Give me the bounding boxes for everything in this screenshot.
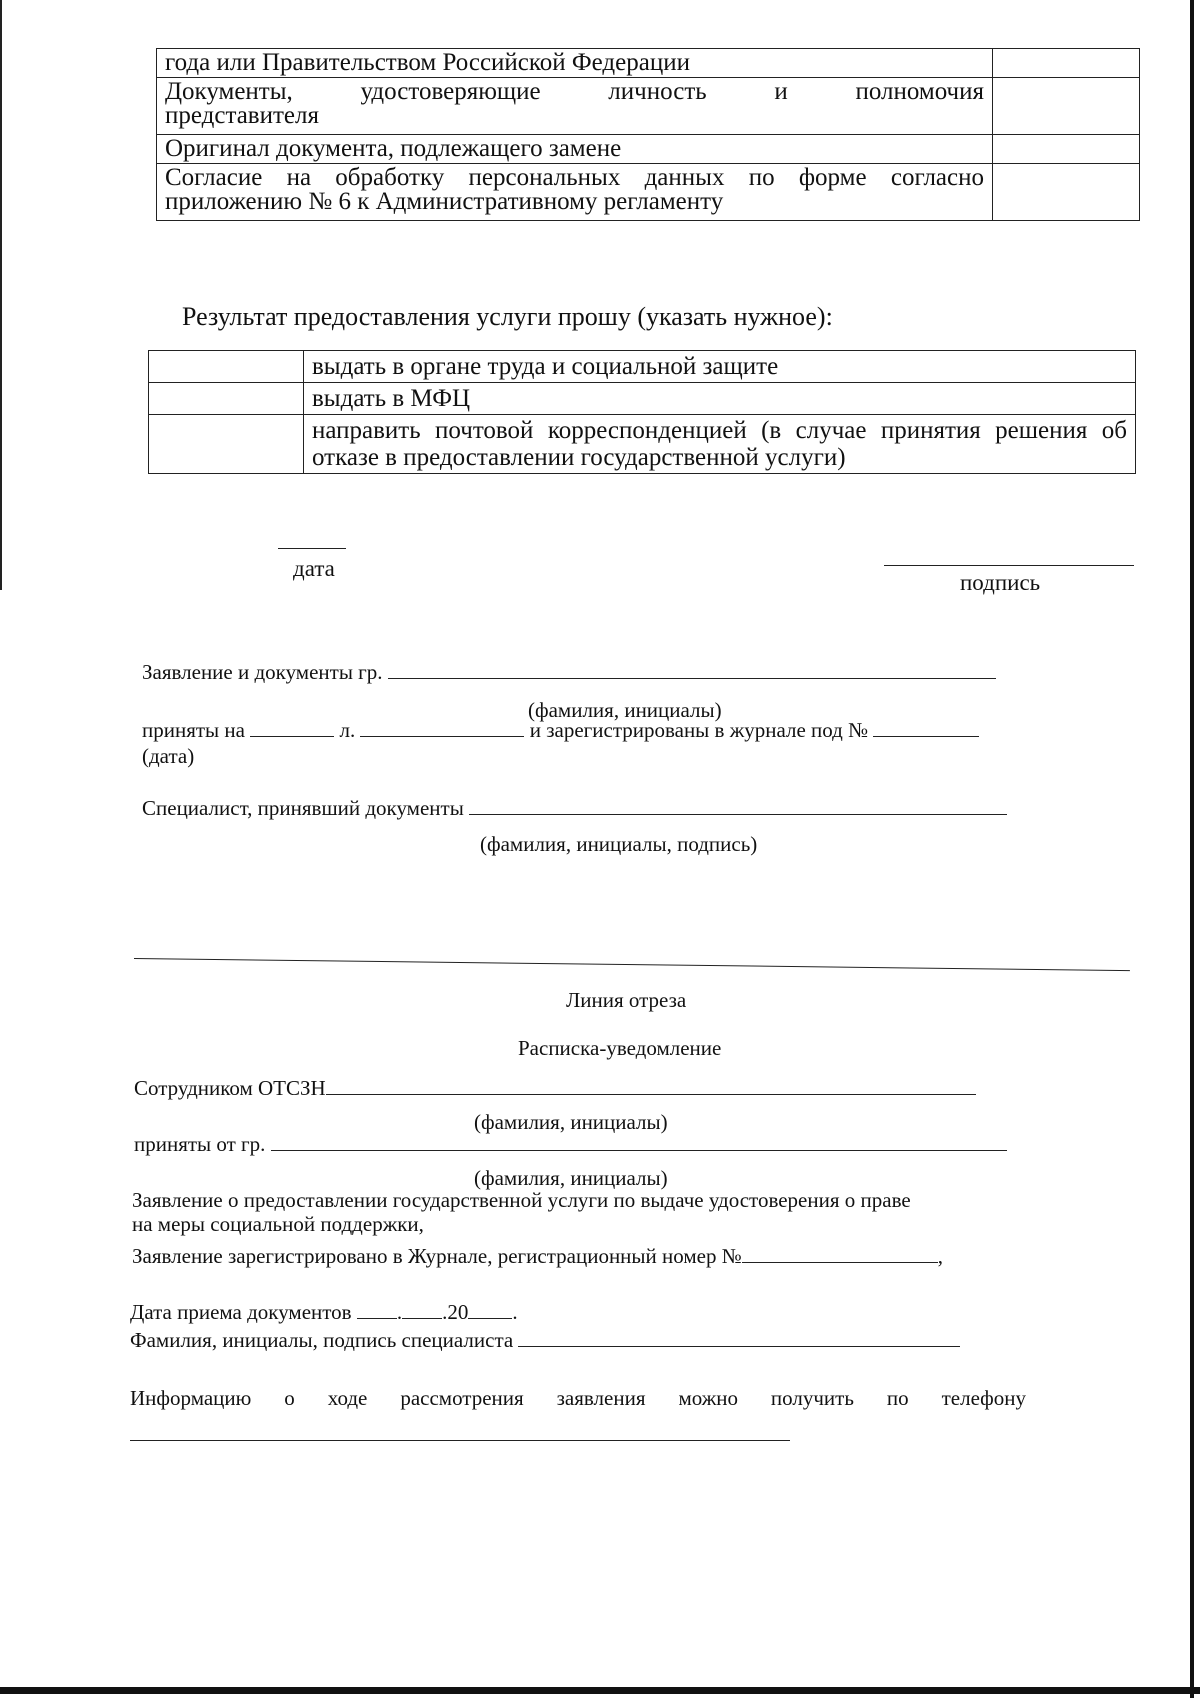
phone-field[interactable] xyxy=(130,1440,790,1441)
cut-line xyxy=(134,958,1130,971)
receipt-year-field[interactable] xyxy=(468,1300,512,1319)
document-name: года или Правительством Российской Федерации xyxy=(165,49,690,76)
journal-number-field[interactable] xyxy=(873,718,979,737)
receipt-date-end: . xyxy=(512,1300,518,1324)
employee-name-field[interactable] xyxy=(326,1076,976,1095)
specialist-caption: (фамилия, инициалы, подпись) xyxy=(480,832,758,856)
document-name: Согласие на обработку персональных данных по форме согласно приложению № 6 к Административному регламенту xyxy=(165,164,984,215)
date-caption: (дата) xyxy=(142,744,195,768)
result-options-table xyxy=(148,350,1136,474)
receipt-specialist-field[interactable] xyxy=(518,1328,960,1347)
receipt-specialist-label: Фамилия, инициалы, подпись специалиста xyxy=(130,1328,514,1352)
acceptance-line1 xyxy=(142,660,996,685)
info-text: Информацию о ходе рассмотрения заявления можно получить по телефону xyxy=(130,1386,1026,1410)
receipt-month-field[interactable] xyxy=(402,1300,442,1319)
receipt-specialist-line xyxy=(130,1328,960,1353)
document-name: Оригинал документа, подлежащего замене xyxy=(165,135,622,162)
receipt-from-line xyxy=(134,1132,1007,1157)
scan-edge-right xyxy=(1190,0,1194,1698)
table-row xyxy=(157,78,1140,135)
table-row xyxy=(149,415,1136,474)
from-caption: (фамилия, инициалы) xyxy=(474,1166,668,1190)
document-check-cell[interactable] xyxy=(993,78,1140,135)
result-option-checkbox[interactable] xyxy=(149,415,304,474)
result-option-checkbox[interactable] xyxy=(149,351,304,383)
cut-line-label: Линия отреза xyxy=(566,988,687,1012)
document-name: Документы, удостоверяющие личность и полномочия представителя xyxy=(165,78,984,129)
acceptance-line2 xyxy=(142,718,979,743)
accepted-on-label: приняты на xyxy=(142,718,245,742)
registration-number-field[interactable] xyxy=(742,1244,938,1263)
accepted-date-field[interactable] xyxy=(250,718,334,737)
receipt-date-sep: . xyxy=(396,1300,403,1324)
receipt-day-field[interactable] xyxy=(357,1300,397,1319)
receipt-title: Расписка-уведомление xyxy=(518,1036,722,1060)
table-row xyxy=(157,135,1140,164)
specialist-line xyxy=(142,796,1007,821)
employee-label: Сотрудником ОТСЗН xyxy=(134,1076,326,1100)
sheets-label: л. xyxy=(339,718,356,742)
scan-edge-bottom xyxy=(0,1687,1200,1694)
statement-line1: Заявление о предоставлении государственной услуги по выдаче удостоверения о праве xyxy=(132,1188,911,1212)
specialist-label: Специалист, принявший документы xyxy=(142,796,464,820)
date-line[interactable] xyxy=(278,548,346,549)
statement-line2: на меры социальной поддержки, xyxy=(132,1212,424,1236)
receipt-employee-line xyxy=(134,1076,976,1101)
table-row xyxy=(157,49,1140,78)
documents-table xyxy=(156,48,1140,221)
result-option-label: выдать в органе труда и социальной защите xyxy=(304,351,1136,383)
citizen-name-field[interactable] xyxy=(388,660,996,679)
document-name-cell xyxy=(157,164,993,221)
signature-label: подпись xyxy=(960,570,1041,595)
table-row xyxy=(149,351,1136,383)
from-label: приняты от гр. xyxy=(134,1132,266,1156)
result-option-checkbox[interactable] xyxy=(149,383,304,415)
document-name-cell xyxy=(157,49,993,78)
table-row xyxy=(157,164,1140,221)
document-name-cell xyxy=(157,78,993,135)
employee-caption: (фамилия, инициалы) xyxy=(474,1110,668,1134)
registered-label: и зарегистрированы в журнале под № xyxy=(529,718,869,742)
acceptance-prefix: Заявление и документы гр. xyxy=(142,660,383,684)
document-name-cell xyxy=(157,135,993,164)
scan-edge-left xyxy=(0,0,2,590)
acceptance-caption: (фамилия, инициалы) xyxy=(528,698,722,722)
receipt-date-label: Дата приема документов xyxy=(130,1300,352,1324)
document-check-cell[interactable] xyxy=(993,135,1140,164)
document-check-cell[interactable] xyxy=(993,164,1140,221)
table-row xyxy=(149,383,1136,415)
signature-line[interactable] xyxy=(884,565,1134,566)
result-option-label: выдать в МФЦ xyxy=(304,383,1136,415)
document-check-cell[interactable] xyxy=(993,49,1140,78)
from-name-field[interactable] xyxy=(271,1132,1007,1151)
registered-number-label: Заявление зарегистрировано в Журнале, регистрационный номер № xyxy=(132,1244,742,1268)
specialist-field[interactable] xyxy=(469,796,1007,815)
receipt-year-prefix: .20 xyxy=(442,1300,469,1324)
sheets-field[interactable] xyxy=(360,718,524,737)
date-label: дата xyxy=(293,556,335,581)
registered-comma: , xyxy=(937,1244,943,1268)
receipt-date-line xyxy=(130,1300,518,1325)
result-option-label: направить почтовой корреспонденцией (в случае принятия решения об отказе в предоставлении государственной услуги) xyxy=(304,415,1136,474)
receipt-registered-line xyxy=(132,1244,943,1269)
result-title: Результат предоставления услуги прошу (указать нужное): xyxy=(182,302,833,331)
